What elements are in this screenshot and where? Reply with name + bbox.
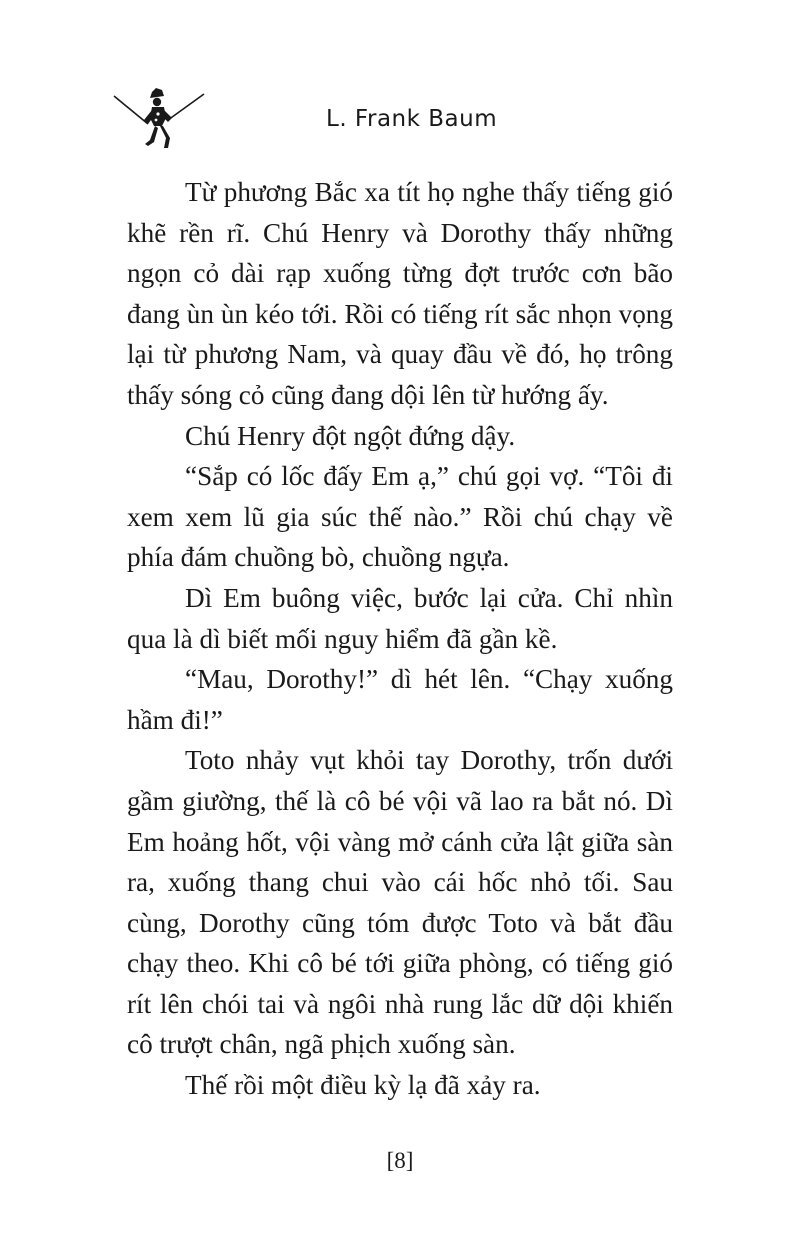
paragraph: “Mau, Dorothy!” dì hét lên. “Chạy xuống hầm đi!” <box>127 664 673 735</box>
running-head: L. Frank Baum <box>326 106 498 132</box>
tightrope-walker-icon <box>112 86 208 156</box>
paragraph: Chú Henry đột ngột đứng dậy. <box>185 420 516 451</box>
paragraph: Dì Em buông việc, bước lại cửa. Chỉ nhìn qua là dì biết mối nguy hiểm đã gần kề. <box>127 582 673 654</box>
chapter-body <box>127 172 673 1106</box>
page-number: [8] <box>386 1148 414 1173</box>
paragraph: Từ phương Bắc xa tít họ nghe thấy tiếng gió khẽ rền rĩ. Chú Henry và Dorothy thấy những ngọn cỏ dài rạp xuống từng đợt trước cơn bão đang ùn ùn kéo tới. Rồi có tiếng rít sắc nhọn vọng lại từ phương Nam, và quay đầu về đó, họ trông thấy sóng cỏ cũng đang dội lên từ hướng ấy. <box>127 177 673 410</box>
paragraph: Thế rồi một điều kỳ lạ đã xảy ra. <box>185 1070 541 1101</box>
paragraph: Toto nhảy vụt khỏi tay Dorothy, trốn dưới gầm giường, thế là cô bé vội vã lao ra bắt nó. Dì Em hoảng hốt, vội vàng mở cánh cửa lật giữa sàn ra, xuống thang chui vào cái hốc nhỏ tối. Sau cùng, Dorothy cũng tóm được Toto và bắt đầu chạy theo. Khi cô bé tới giữa phòng, có tiếng gió rít lên chói tai và ngôi nhà rung lắc dữ dội khiến cô trượt chân, ngã phịch xuống sàn. <box>127 745 673 1060</box>
paragraph: “Sắp có lốc đấy Em ạ,” chú gọi vợ. “Tôi đi xem xem lũ gia súc thế nào.” Rồi chú chạy về phía đám chuồng bò, chuồng ngựa. <box>127 461 673 573</box>
page-header <box>0 0 800 160</box>
